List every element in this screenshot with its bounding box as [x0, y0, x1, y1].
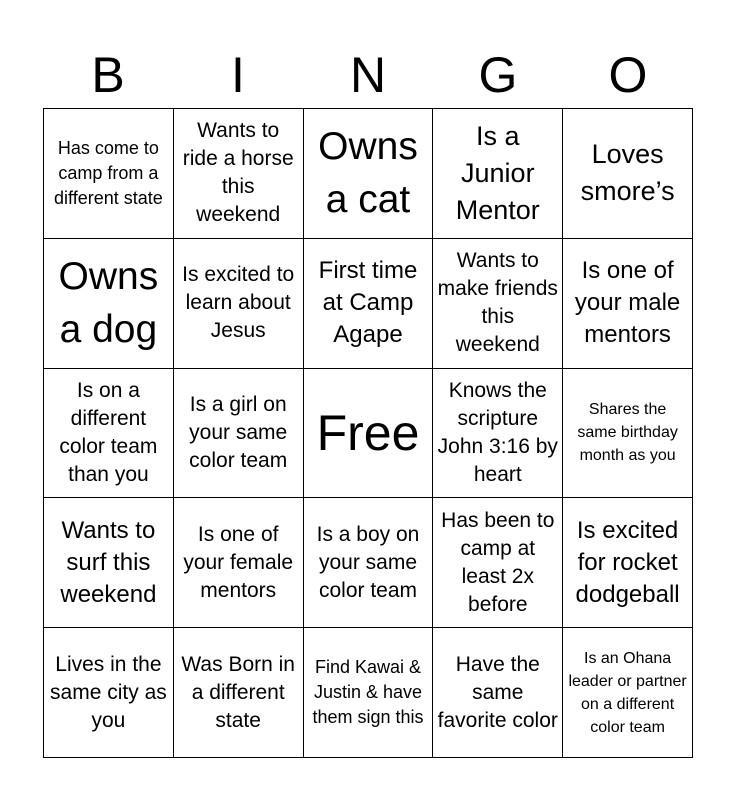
cell-text: Is one of your male mentors: [574, 257, 681, 349]
bingo-cell: [563, 239, 693, 369]
cell-text: Is on a different color team than you: [59, 378, 158, 486]
cell-text: Owns a dog: [58, 255, 159, 352]
cell-text: Is excited to learn about Jesus: [182, 263, 295, 343]
cell-text: Is excited for rocket dodgeball: [575, 516, 680, 608]
bingo-cell: [44, 369, 174, 499]
bingo-cell: [563, 628, 693, 758]
bingo-cell: [433, 109, 563, 239]
cell-text: Find Kawai & Justin & have them sign this: [312, 657, 424, 728]
bingo-cell: [304, 109, 434, 239]
cell-text: Lives in the same city as you: [50, 652, 167, 732]
bingo-cell: [433, 239, 563, 369]
cell-text: Shares the same birthday month as you: [577, 401, 678, 465]
bingo-cell: [44, 109, 174, 239]
bingo-cell: [44, 628, 174, 758]
bingo-cell: [44, 239, 174, 369]
header-letter-b: B: [91, 47, 125, 103]
cell-text: Free: [316, 404, 420, 461]
cell-text: Has been to camp at least 2x before: [441, 508, 555, 616]
bingo-cell: [433, 369, 563, 499]
bingo-cell: [174, 109, 304, 239]
cell-text: Is an Ohana leader or partner on a different color team: [568, 649, 687, 736]
cell-text: Wants to surf this weekend: [60, 516, 157, 608]
cell-text: Is a Junior Mentor: [455, 120, 540, 225]
cell-text: Is a boy on your same color team: [316, 522, 420, 602]
bingo-cell: [174, 239, 304, 369]
bingo-cell: [44, 498, 174, 628]
bingo-cell: [563, 498, 693, 628]
bingo-cell: [304, 628, 434, 758]
free-space: [304, 369, 434, 499]
bingo-cell: [563, 369, 693, 499]
header-letter-o: O: [608, 47, 648, 103]
bingo-cell: [174, 369, 304, 499]
cell-text: Was Born in a different state: [181, 652, 295, 732]
bingo-header: [43, 42, 693, 108]
cell-text: Is one of your female mentors: [183, 522, 294, 602]
bingo-cell: [304, 239, 434, 369]
cell-text: Owns a cat: [318, 125, 418, 222]
bingo-cell: [433, 498, 563, 628]
cell-text: Wants to ride a horse this weekend: [182, 119, 294, 227]
bingo-cell: [433, 628, 563, 758]
header-letter-i: I: [231, 47, 245, 103]
cell-text: Loves smore’s: [580, 139, 675, 207]
cell-text: Has come to camp from a different state: [54, 137, 163, 208]
cell-text: Is a girl on your same color team: [189, 392, 288, 472]
cell-text: Knows the scripture John 3:16 by heart: [437, 378, 558, 486]
cell-text: Wants to make friends this weekend: [437, 249, 558, 357]
bingo-cell: [304, 498, 434, 628]
header-letter-g: G: [478, 47, 518, 103]
bingo-cell: [174, 628, 304, 758]
header-letter-n: N: [349, 47, 387, 103]
cell-text: Have the same favorite color: [437, 652, 558, 732]
cell-text: First time at Camp Agape: [318, 257, 418, 349]
bingo-cell: [174, 498, 304, 628]
bingo-cell: [563, 109, 693, 239]
bingo-board: [43, 108, 693, 758]
